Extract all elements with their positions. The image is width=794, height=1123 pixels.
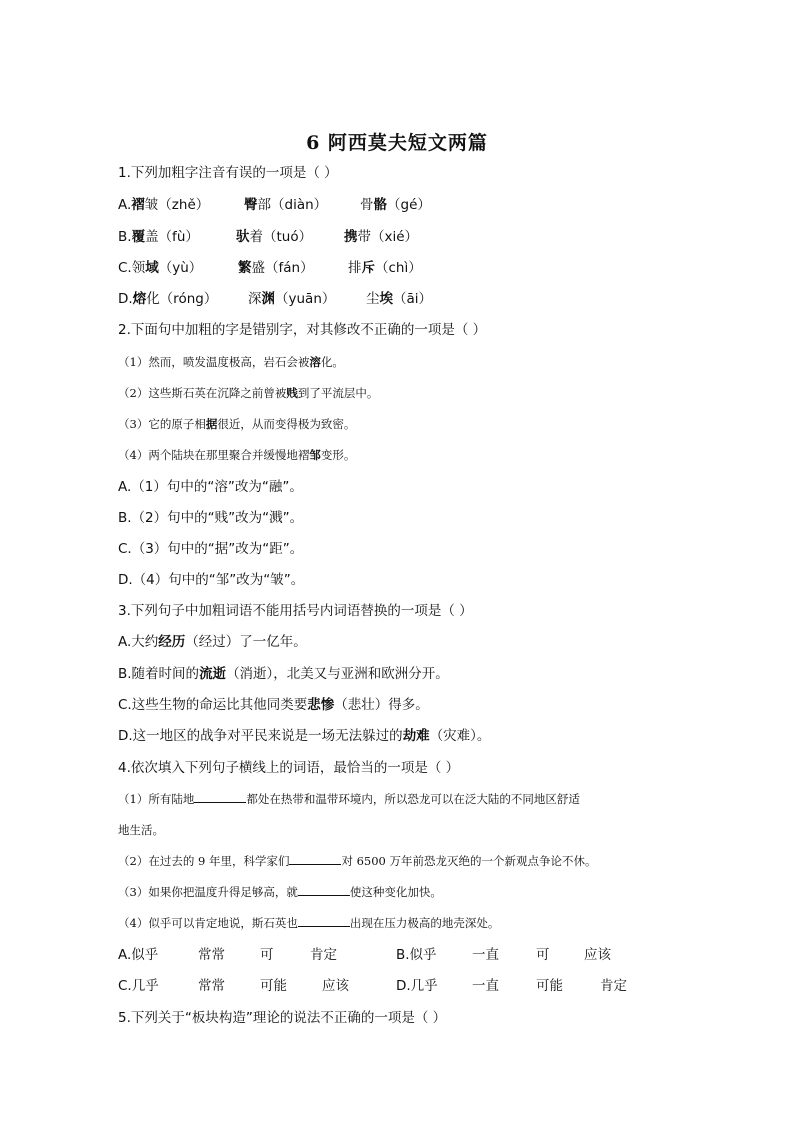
q3-option-a: A.大约经历（经过）了一亿年。 <box>118 634 307 650</box>
q4-options-row-1: A.似乎 常常 可 肯定 B.似乎 一直 可 应该 <box>118 947 611 963</box>
q2-stem: 2.下面句中加粗的字是错别字，对其修改不正确的一项是（ ） <box>118 322 487 338</box>
q4-sentence-3: （3）如果你把温度升得足够高，就 使这种变化加快。 <box>118 885 442 899</box>
q1-option-b: B.覆盖（fù） 驮着（tuó） 携带（xié） <box>118 229 419 245</box>
q2-sentence-1: （1）然而，喷发温度极高，岩石会被溶化。 <box>118 355 344 369</box>
lesson-title: 6 阿西莫夫短文两篇 <box>306 132 488 154</box>
q2-sentence-2: （2）这些斯石英在沉降之前曾被贱到了平流层中。 <box>118 386 379 400</box>
q5-stem: 5.下列关于“板块构造”理论的说法不正确的一项是（ ） <box>118 1010 447 1026</box>
answer-blank <box>298 914 350 927</box>
q1-stem: 1.下列加粗字注音有误的一项是（ ） <box>118 165 338 181</box>
q3-option-c: C.这些生物的命运比其他同类要悲惨（悲壮）得多。 <box>118 697 429 713</box>
q4-options-row-2: C.几乎 常常 可能 应该 D.几乎 一直 可能 肯定 <box>118 978 627 994</box>
q2-option-a: A.（1）句中的“溶”改为“融”。 <box>118 479 303 495</box>
q2-sentence-4: （4）两个陆块在那里聚合并缓慢地褶邹变形。 <box>118 448 356 462</box>
q3-option-d: D.这一地区的战争对平民来说是一场无法躲过的劫难（灾难）。 <box>118 728 491 744</box>
q4-option-c: C.几乎 常常 可能 应该 <box>118 978 349 994</box>
q4-sentence-1: （1）所有陆地 都处在热带和温带环境内，所以恐龙可以在泛大陆的不同地区舒适 <box>118 792 580 806</box>
q1-option-c: C.领域（yù） 繁盛（fán） 排斥（chì） <box>118 260 422 276</box>
q1-option-d: D.熔化（róng） 深渊（yuān） 尘埃（āi） <box>118 291 433 307</box>
q4-sentence-1-cont: 地生活。 <box>118 823 164 837</box>
q2-sentence-3: （3）它的原子相据很近，从而变得极为致密。 <box>118 417 356 431</box>
answer-blank <box>194 790 246 803</box>
q3-option-b: B.随着时间的流逝（消逝），北美又与亚洲和欧洲分开。 <box>118 666 449 682</box>
q3-stem: 3.下列句子中加粗词语不能用括号内词语替换的一项是（ ） <box>118 603 473 619</box>
q2-option-b: B.（2）句中的“贱”改为“溅”。 <box>118 510 304 526</box>
q4-option-a: A.似乎 常常 可 肯定 <box>118 947 337 963</box>
answer-blank <box>289 852 341 865</box>
q4-sentence-4: （4）似乎可以肯定地说，斯石英也 出现在压力极高的地壳深处。 <box>118 916 500 930</box>
answer-blank <box>298 883 350 896</box>
q2-option-c: C.（3）句中的“据”改为“距”。 <box>118 541 304 557</box>
q1-option-a: A.褶皱（zhě） 臀部（diàn） 骨骼（gé） <box>118 197 431 213</box>
q4-stem: 4.依次填入下列句子横线上的词语，最恰当的一项是（ ） <box>118 760 460 776</box>
q4-sentence-2: （2）在过去的 9 年里，科学家们 对 6500 万年前恐龙灭绝的一个新观点争论不休。 <box>118 854 597 868</box>
q2-option-d: D.（4）句中的“邹”改为“皱”。 <box>118 572 305 588</box>
